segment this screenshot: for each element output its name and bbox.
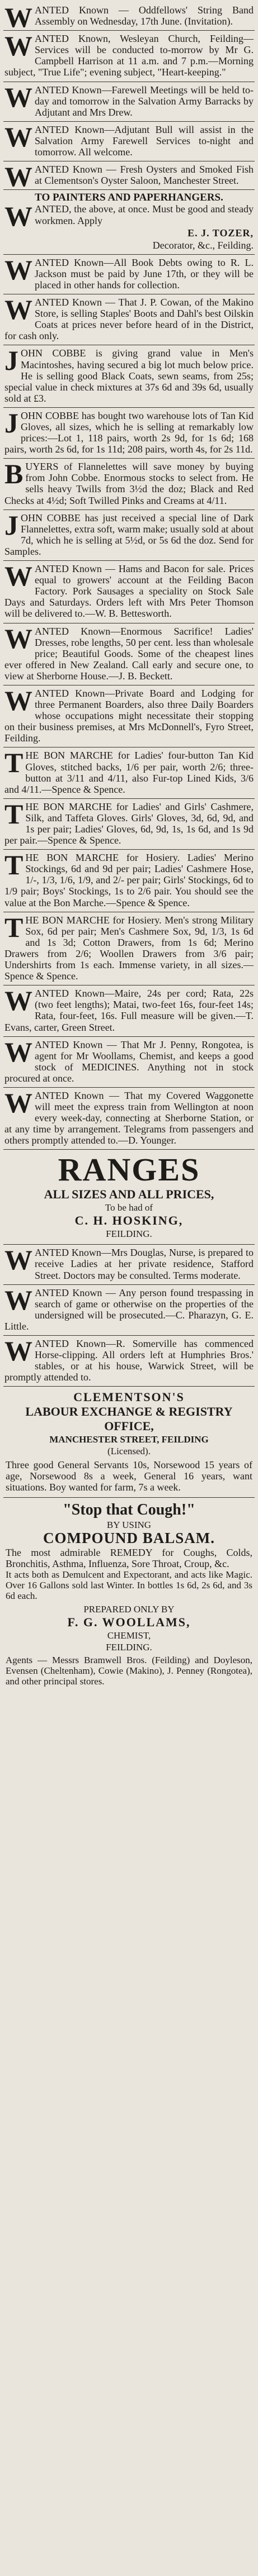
advert-text: WANTED Known — Oddfellows' String Band Assembly on Wednesday, 17th June. (Invitation).: [4, 2, 254, 33]
drop-capital: W: [4, 560, 32, 592]
advert-text: WANTED Known — That J. P. Cowan, of the Makino Store, is selling Staples' Boots and Dahl's best Oilskin Coats at prices never before heard of in the District, for cash only.: [4, 294, 254, 342]
labour-address: MANCHESTER STREET, FEILDING: [49, 1434, 209, 1445]
advert-text: WANTED Known—R. Somerville has commenced Horse-clipping. All orders left at Humphries Bros.' stables, or at his house, Warwick Street, will be promptly attended to.: [4, 1335, 254, 1383]
advert-text: WANTED Known — Any person found trespassing in search of game or otherwise on the properties of the undersigned will be prosecuted.—C. Pharazyn, G. E. Little.: [4, 1284, 254, 1332]
advert-text: WANTED Known — That Mr J. Penny, Rongotea, is agent for Mr Woollams, Chemist, and keeps a good stock of MEDICINES. Anything not in stock procured at once.: [4, 1036, 254, 1084]
advert-12: [3, 510, 255, 561]
drop-capital: T: [4, 747, 24, 779]
advert-text: BUYERS of Flannelettes will save money by buying from John Cobbe. Enormous stocks to select from. He sells heavy Twills from 3½d the doz; Black and Red Checks at 4½d; Soft Twilled Pinks and Creams at 4/11.: [4, 458, 254, 506]
advert-text: WANTED Known—Mrs Douglas, Nurse, is prepared to receive Ladies at her private residence, Stafford Street. Doctors may be consulted. Terms moderate.: [4, 1244, 254, 1281]
advert-text: WANTED Known—All Book Debts owing to R. L. Jackson must be paid by June 17th, or they will be placed in other hands for collection.: [4, 254, 254, 291]
balsam-by: BY USING: [106, 1520, 152, 1531]
balsam-prepared: PREPARED ONLY BY: [83, 1604, 175, 1615]
labour-name: CLEMENTSON'S: [73, 1390, 185, 1404]
drop-capital: W: [4, 254, 32, 285]
labour-title: LABOUR EXCHANGE & REGISTRY OFFICE,: [25, 1404, 233, 1434]
ranges-line: To be had of: [105, 1202, 153, 1213]
drop-capital: W: [4, 684, 32, 716]
advert-24: [3, 1245, 255, 1284]
drop-capital: T: [4, 798, 24, 830]
advert-22: [3, 1088, 255, 1150]
balsam-claim: The most admirable REMEDY for Coughs, Colds, Bronchitis, Asthma, Influenza, Sore Throat, Croup, &c.: [6, 1547, 252, 1570]
drop-capital: W: [4, 985, 32, 1017]
balsam-product: COMPOUND BALSAM.: [43, 1530, 215, 1547]
labour-body: Three good General Servants 10s, Norsewood 15 years of age, Norsewood 8s a week, General 16 years, want situations. Boy wanted for farm, 7s a week.: [6, 1459, 252, 1493]
balsam-chemist: F. G. WOOLLAMS,: [67, 1615, 191, 1630]
ranges-subtitle: ALL SIZES AND ALL PRICES,: [44, 1187, 214, 1202]
drop-capital: W: [4, 1087, 32, 1118]
ranges-title: RANGES: [58, 1151, 200, 1188]
labour-licensed: (Licensed).: [107, 1446, 151, 1457]
advert-text: WANTED Known — Fresh Oysters and Smoked Fish at Clementson's Oyster Saloon, Manchester Street.: [4, 161, 254, 193]
advert-text: JOHN COBBE is giving grand value in Men's Macintoshes, having secured a big lot much below price. He is selling good Black Coats, sewn seams, from 25s; special value in check mixtures at 37s 6d and 39s 6d, usually sold at £3.: [4, 345, 254, 404]
drop-capital: T: [4, 849, 24, 881]
advert-text: WANTED Known—Maire, 24s per cord; Rata, 22s (two feet lengths); Matai, two-feet 16s, four-feet 14s; Rata, four-feet, 16s. Full measure will be given.—T. Evans, carter, Green Street.: [4, 985, 254, 1033]
advert-10: [3, 408, 255, 459]
drop-capital: B: [4, 458, 24, 490]
advert-2: [3, 31, 255, 82]
advert-text: THE BON MARCHE for Ladies' and Girls' Cashmere, Silk, and Taffeta Gloves. Girls' Gloves, 3d, 6d, 9d, and 1s per pair; Ladies' Gloves, 6d, 9d, 1s, 1s 6d, and 1s 9d per pair.—Spence & Spence.: [4, 798, 254, 846]
advert-text: THE BON MARCHE for Hosiery. Ladies' Merino Stockings, 6d and 9d per pair; Ladies' Cashmere Hose, 1/-, 1/3, 1/6, 1/9, and 2/- per pair; Girls' Stockings, 6d to 1/9 pair; Boys' Stockings, 1s to 2/6 pair. You should see the value at the Bon Marche.—Spence & Spence.: [4, 849, 254, 908]
advert-11: [3, 459, 255, 510]
advert-text: THE BON MARCHE for Hosiery. Men's strong Military Sox, 6d per pair; Men's Cashmere Sox, 9d, 1/3, 1s 6d and 1s 3d; Cotton Drawers, from 1s 6d; Merino Drawers from 2/6; Woollen Drawers from 3/6 pair; Undershirts from 1s each. Immense variety, in all sizes.—Spence & Spence.: [4, 911, 254, 982]
drop-capital: W: [4, 30, 32, 62]
advert-text: WANTED Known — That my Covered Waggonette will meet the express train from Wellington at noon every week-day, connecting at Sherborne Station, or at any time by arrangement. Telegrams from passengers and others promptly attended to.—D. Younger.: [4, 1087, 254, 1146]
advert-16: [3, 747, 255, 798]
advert-21: [3, 1037, 255, 1088]
classified-column: [3, 2, 255, 2572]
drop-capital: W: [4, 201, 32, 232]
advert-signature-line: Decorator, &c., Feilding.: [152, 239, 254, 251]
advert-text: WANTED Known—Enormous Sacrifice! Ladies' Dresses, robe lengths, 50 per cent. less than wholesale price; Beautiful Goods. Some of the cheapest lines ever offered in New Zealand. Call early and secure one, to view at Sherborne House.—J. B. Beckett.: [4, 622, 254, 682]
advert-15: [3, 685, 255, 747]
advert-text: WANTED Known, Wesleyan Church, Feilding—Services will be conducted to-morrow by Mr G. Campbell Harrison at 11 a.m. and 7 p.m.—Morning subject, "True Life"; evening subject, "Heart-keeping.": [4, 30, 254, 78]
ranges-place: FEILDING.: [106, 1229, 152, 1240]
advert-26: [3, 1336, 255, 1387]
advert-text: WANTED Known—Private Board and Lodging for three Permanent Boarders, also three Daily Boarders whose occupations might necessitate their stopping on their business premises, at Mrs McDonnell's, Fyro Street, Feilding.: [4, 684, 254, 744]
advert-heading: TO PAINTERS AND PAPERHANGERS.: [35, 192, 223, 204]
drop-capital: W: [4, 1284, 32, 1316]
ranges-name: C. H. HOSKING,: [74, 1213, 184, 1228]
advert-text: JOHN COBBE has just received a special line of Dark Flannelettes, extra soft, warm make; usually sold at about 7d, which he is selling at 5½d, or 5s 6d the doz. Send for Samples.: [4, 509, 254, 557]
balsam-agents: Agents — Messrs Bramwell Bros. (Feilding) and Doyleson, Evensen (Cheltenham), Cowie (Makino), J. Penney (Rongotea), and other principal stores.: [6, 1655, 252, 1687]
advert-text: THE BON MARCHE for Ladies' four-button Tan Kid Gloves, stitched backs, 1/6 per pair, worth 2/6; three-button at 3/11 and 4/11, also Fur-top Lined Kids, 3/6 and 4/11.—Spence & Spence.: [4, 747, 254, 795]
advert-3: [3, 82, 255, 122]
drop-capital: J: [4, 509, 18, 541]
drop-capital: W: [4, 1036, 32, 1068]
drop-capital: W: [4, 622, 32, 654]
advert-text: WANTED Known — Hams and Bacon for sale. Prices equal to growers' account at the Feilding Bacon Factory. Pork Sausages a speciality on Stock Sale Days and Saturdays. Orders left with Mrs Peter Thomson will be delivered to.—W. B. Bettesworth.: [4, 560, 254, 620]
advert-text: JOHN COBBE has bought two warehouse lots of Tan Kid Gloves, all sizes, which he is selling at remarkably low prices:—Lot 1, 118 pairs, worth 2s 9d, for 1s 6d; 168 pairs, worth 2s 6d, for 1s 11d; 208 pairs, worth 4s, for 2s 11d.: [4, 407, 254, 455]
advert-19: [3, 912, 255, 986]
drop-capital: W: [4, 121, 32, 153]
advert-25: [3, 1285, 255, 1336]
ranges-advert: [3, 1150, 255, 1245]
advert-text: WANTED Known—Farewell Meetings will be held to-day and tomorrow in the Salvation Army Barracks by Adjutant and Mrs Drew.: [4, 81, 254, 118]
advert-8: [3, 294, 255, 345]
advert-20: [3, 985, 255, 1036]
advert-1: [3, 2, 255, 31]
advert-18: [3, 850, 255, 912]
drop-capital: W: [4, 81, 32, 113]
compound-balsam-advert: [3, 1498, 255, 1691]
advert-7: [3, 255, 255, 294]
labour-exchange-advert: [3, 1387, 255, 1498]
advert-4: [3, 122, 255, 161]
balsam-slogan: "Stop that Cough!": [63, 1501, 195, 1519]
balsam-chemist-role: CHEMIST,: [107, 1630, 151, 1641]
advert-signature: E. J. TOZER,: [187, 227, 254, 239]
drop-capital: J: [4, 407, 18, 439]
advert-5: [3, 161, 255, 193]
drop-capital: W: [4, 294, 32, 326]
balsam-chemist-place: FEILDING.: [106, 1642, 152, 1653]
drop-capital: W: [4, 1335, 32, 1366]
advert-14: [3, 623, 255, 685]
advert-text: WANTED Known—Adjutant Bull will assist in the Salvation Army Farewell Services to-night and tomorrow. All welcome.: [4, 121, 254, 158]
balsam-body: It acts both as Demulcent and Expectorant, and acts like Magic. Over 16 Gallons sold last Winter. In bottles 1s 6d, 2s 6d, and 3s 6d each.: [6, 1569, 252, 1602]
drop-capital: J: [4, 345, 18, 377]
drop-capital: T: [4, 911, 24, 943]
advert-9: [3, 345, 255, 407]
advert-13: [3, 561, 255, 623]
drop-capital: W: [4, 1244, 32, 1276]
drop-capital: W: [4, 2, 32, 33]
advert-6: [3, 190, 255, 254]
drop-capital: W: [4, 161, 32, 193]
advert-17: [3, 799, 255, 850]
advert-text: WANTED, the above, at once. Must be good and steady workmen. Apply: [4, 201, 254, 232]
